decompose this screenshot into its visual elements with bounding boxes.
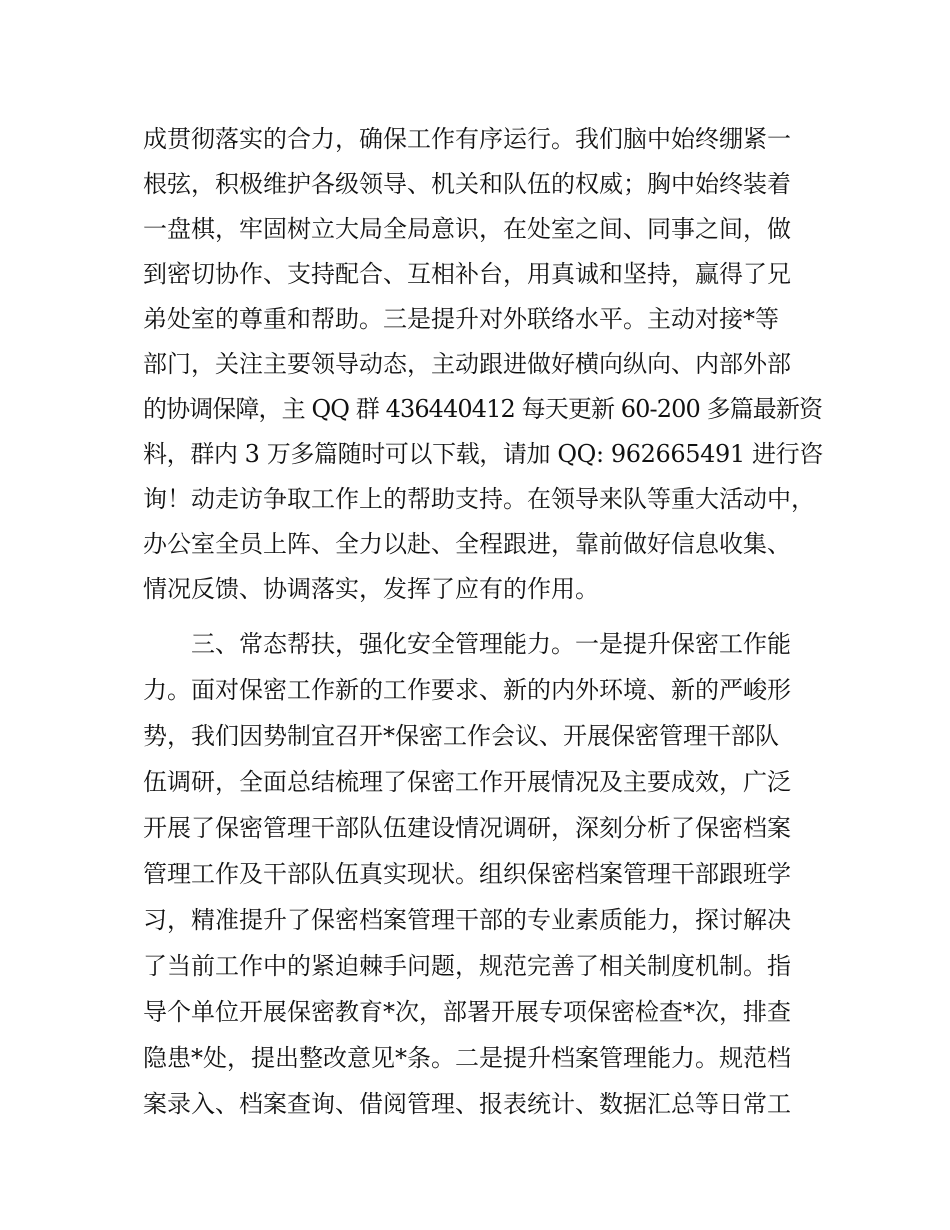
paragraph-2-line-10: 隐患*处，提出整改意见*条。二是提升档案管理能力。规范档 <box>143 1044 791 1072</box>
paragraph-1-line-11: 情况反馈、协调落实，发挥了应有的作用。 <box>143 575 599 603</box>
paragraph-1-line-3: 一盘棋，牢固树立大局全局意识，在处室之间、同事之间，做 <box>143 215 791 243</box>
paragraph-1-line-6: 部门，关注主要领导动态，主动跟进做好横向纵向、内部外部 <box>143 350 791 378</box>
paragraph-1-line-8: 料，群内 3 万多篇随时可以下载，请加 QQ: 962665491 进行咨 <box>143 440 823 468</box>
paragraph-2-line-3: 势，我们因势制宜召开*保密工作会议、开展保密管理干部队 <box>143 722 779 750</box>
paragraph-1-line-10: 办公室全员上阵、全力以赴、全程跟进，靠前做好信息收集、 <box>143 530 791 558</box>
paragraph-2-line-6: 管理工作及干部队伍真实现状。组织保密档案管理干部跟班学 <box>143 860 791 888</box>
paragraph-1-line-5: 弟处室的尊重和帮助。三是提升对外联络水平。主动对接*等 <box>143 305 779 333</box>
paragraph-2-line-7: 习，精准提升了保密档案管理干部的专业素质能力，探讨解决 <box>143 906 791 934</box>
paragraph-1-line-7: 的协调保障，主 QQ 群 436440412 每天更新 60-200 多篇最新资 <box>143 395 823 423</box>
paragraph-1-line-9: 询！动走访争取工作上的帮助支持。在领导来队等重大活动中， <box>143 485 815 513</box>
paragraph-1-line-4: 到密切协作、支持配合、互相补台，用真诚和坚持，赢得了兄 <box>143 260 791 288</box>
paragraph-2-line-9: 导个单位开展保密教育*次，部署开展专项保密检查*次，排查 <box>143 998 791 1026</box>
paragraph-2-line-5: 开展了保密管理干部队伍建设情况调研，深刻分析了保密档案 <box>143 814 791 842</box>
paragraph-1-line-2: 根弦，积极维护各级领导、机关和队伍的权威；胸中始终装着 <box>143 170 791 198</box>
paragraph-1-line-1: 成贯彻落实的合力，确保工作有序运行。我们脑中始终绷紧一 <box>143 125 791 153</box>
paragraph-2-line-8: 了当前工作中的紧迫棘手问题，规范完善了相关制度机制。指 <box>143 952 791 980</box>
paragraph-2-line-4: 伍调研，全面总结梳理了保密工作开展情况及主要成效，广泛 <box>143 768 791 796</box>
paragraph-2-line-11: 案录入、档案查询、借阅管理、报表统计、数据汇总等日常工 <box>143 1090 791 1118</box>
paragraph-2-line-2: 力。面对保密工作新的工作要求、新的内外环境、新的严峻形 <box>143 676 791 704</box>
paragraph-2-line-1: 三、常态帮扶，强化安全管理能力。一是提升保密工作能 <box>191 630 791 658</box>
